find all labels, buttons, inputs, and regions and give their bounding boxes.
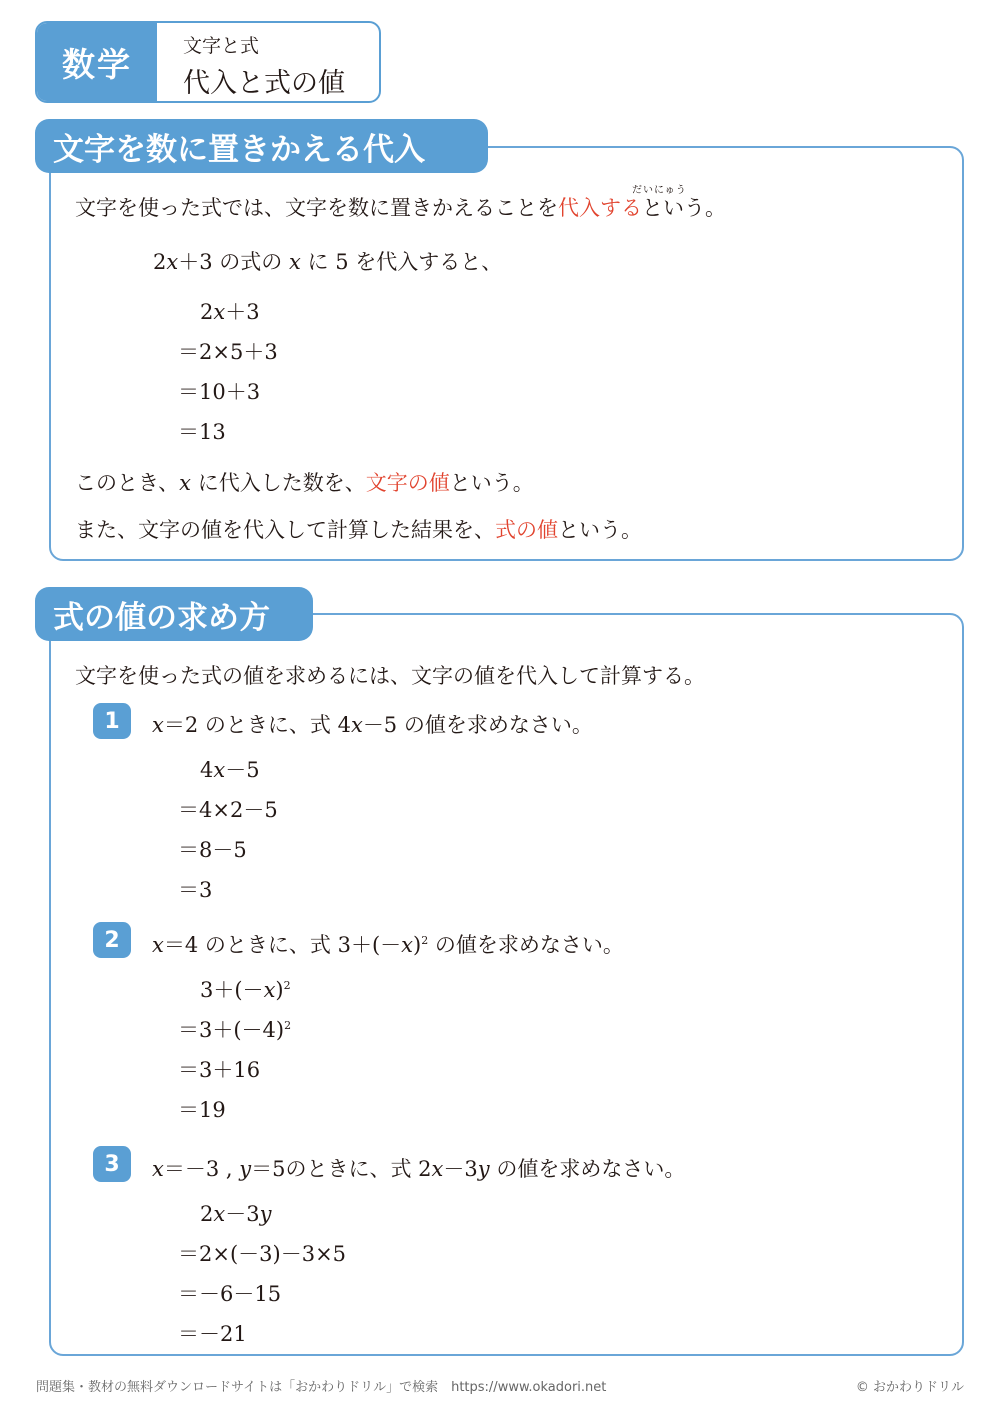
problem-question <box>152 709 593 739</box>
problem-number: 1 <box>93 703 131 739</box>
intro-text-b: という。 <box>642 196 726 220</box>
problem-q-a: のときに、式 <box>204 933 331 957</box>
calc-step: ＝2×5＋3 <box>178 340 278 364</box>
ruby-daininyu: だいにゅう <box>632 185 687 196</box>
def2-a: また、文字の値を代入して計算した結果を、 <box>75 518 495 542</box>
example-expr: 2x＋3 <box>153 250 213 274</box>
example-value: 5 <box>335 250 349 274</box>
definition-expression-value <box>75 514 642 544</box>
problem-q-b: の値を求めなさい。 <box>434 933 624 957</box>
intro-text-a: 文字を使った式では、文字を数に置きかえることを <box>75 196 558 220</box>
footer-site-info: 問題集・教材の無料ダウンロードサイトは「おかわりドリル」で検索 https://www.okadori.net <box>36 1380 607 1395</box>
calc-step: ＝8－5 <box>178 838 247 862</box>
problem-question <box>152 929 624 959</box>
problem-condition: x＝－3 , y＝5 <box>152 1157 286 1181</box>
example-ni: に <box>307 250 329 274</box>
topic-title: 代入と式の値 <box>183 68 345 99</box>
calc-expr: 2x－3y <box>200 1202 272 1226</box>
calc-step: ＝10＋3 <box>178 380 261 404</box>
calc-step: ＝4×2－5 <box>178 798 278 822</box>
problem-expr: 2x－3y <box>418 1157 490 1181</box>
def1-a: このとき、 <box>75 471 180 495</box>
term-substitute: 代入する <box>558 196 642 220</box>
term-expression-value: 式の値 <box>495 518 558 542</box>
example-lead-a: の式の <box>219 250 283 274</box>
definition-letter-value <box>75 467 534 497</box>
problem-question <box>152 1153 685 1183</box>
problem-number: 3 <box>93 1146 131 1182</box>
example-lead <box>153 246 502 276</box>
calc-expr: 2x＋3 <box>200 300 260 324</box>
def1-c: という。 <box>449 471 534 495</box>
def1-b: に代入した数を、 <box>197 471 366 495</box>
problem-expr: $3+(-x)^2$ <box>337 933 429 957</box>
subject-label: 数学 <box>37 23 157 101</box>
calc-step: ＝2×(－3)－3×5 <box>178 1242 347 1266</box>
calc-step: ＝3 <box>178 878 213 902</box>
calc-step: ＝3＋16 <box>178 1058 261 1082</box>
calc-expr: 4x－5 <box>200 758 260 782</box>
problem-expr: 4x－5 <box>337 713 398 737</box>
term-letter-value: 文字の値 <box>365 471 450 495</box>
example-lead-b: を代入すると、 <box>355 250 503 274</box>
calc-step: ＝－21 <box>178 1322 247 1346</box>
method-intro: 文字を使った式の値を求めるには、文字の値を代入して計算する。 <box>75 664 705 688</box>
worksheet-header <box>35 21 381 103</box>
calc-step: ＝－6－15 <box>178 1282 282 1306</box>
problem-q-a: のときに、式 <box>204 713 331 737</box>
calc-expr: $3+(-x)^2$ <box>200 978 291 1002</box>
problem-q-b: の値を求めなさい。 <box>496 1157 686 1181</box>
problem-number: 2 <box>93 922 131 958</box>
problem-q-a: のときに、式 <box>285 1157 412 1181</box>
footer-copyright: © おかわりドリル <box>855 1380 964 1395</box>
section-method-title: 式の値の求め方 <box>35 587 313 641</box>
section-substitution-title: 文字を数に置きかえる代入 <box>35 119 488 173</box>
def2-b: という。 <box>558 518 642 542</box>
def1-var: x <box>179 471 192 495</box>
unit-label: 文字と式 <box>183 35 260 57</box>
intro-text <box>75 192 726 222</box>
calc-step: ＝13 <box>178 420 226 444</box>
calc-step: $=3+(-4)^2$ <box>178 1018 292 1042</box>
example-var: x <box>288 250 301 274</box>
calc-step: ＝19 <box>178 1098 226 1122</box>
problem-condition: x＝4 <box>152 933 199 957</box>
problem-q-b: の値を求めなさい。 <box>403 713 593 737</box>
problem-condition: x＝2 <box>152 713 199 737</box>
